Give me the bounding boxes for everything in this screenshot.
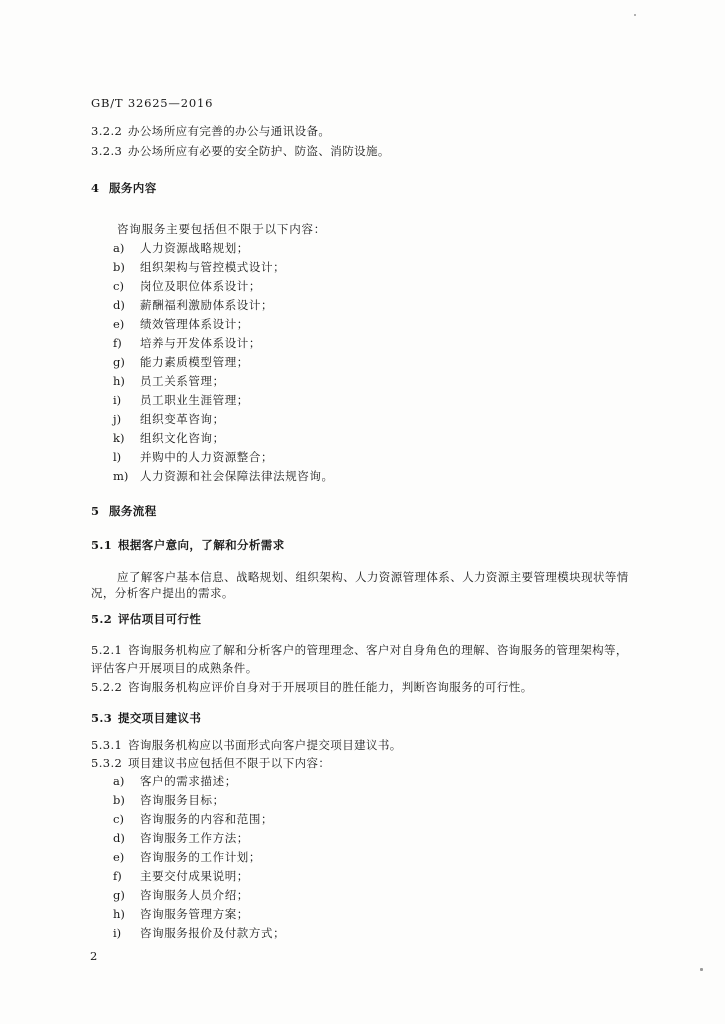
clause-text: 办公场所应有必要的安全防护、防盗、消防设施。 bbox=[128, 144, 390, 158]
clause-number: 3.2.3 bbox=[91, 144, 123, 158]
clause-text: 咨询服务机构应评价自身对于开展项目的胜任能力，判断咨询服务的可行性。 bbox=[128, 680, 533, 694]
clause-5-2-1-line1 bbox=[91, 642, 628, 658]
list-item-marker: f) bbox=[113, 336, 122, 350]
clause-5-2-2 bbox=[91, 679, 533, 695]
subsection-number: 5.3 bbox=[91, 711, 113, 725]
section-4-intro: 咨询服务主要包括但不限于以下内容： bbox=[117, 222, 327, 236]
subsection-title: 评估项目可行性 bbox=[118, 612, 202, 626]
clause-text: 咨询服务机构应了解和分析客户的管理理念、客户对自身角色的理解、咨询服务的管理架构等， bbox=[128, 643, 628, 657]
list-item: 员工职业生涯管理； bbox=[140, 393, 249, 407]
scan-speck bbox=[634, 14, 636, 16]
section-title: 服务流程 bbox=[109, 504, 157, 518]
list-item: 咨询服务工作方法； bbox=[140, 831, 249, 845]
clause-text: 咨询服务机构应以书面形式向客户提交项目建议书。 bbox=[128, 738, 402, 752]
paragraph-5-1-line1: 应了解客户基本信息、战略规划、组织架构、人力资源管理体系、人力资源主要管理模块现状等情 bbox=[117, 570, 629, 584]
clause-5-2-1-line2: 评估客户开展项目的成熟条件。 bbox=[91, 661, 258, 675]
list-item-marker: d) bbox=[113, 831, 125, 845]
clause-3-2-3 bbox=[91, 143, 390, 159]
page-number: 2 bbox=[90, 949, 98, 963]
list-item: 能力素质模型管理； bbox=[140, 355, 249, 369]
section-number: 4 bbox=[91, 181, 100, 195]
list-item: 员工关系管理； bbox=[140, 374, 225, 388]
list-item-marker: e) bbox=[113, 317, 125, 331]
list-item: 客户的需求描述； bbox=[140, 774, 237, 788]
clause-5-3-1 bbox=[91, 737, 402, 753]
list-item-marker: i) bbox=[113, 926, 122, 940]
list-item: 咨询服务管理方案； bbox=[140, 907, 249, 921]
clause-number: 3.2.2 bbox=[91, 124, 123, 138]
section-4-heading bbox=[91, 180, 157, 196]
list-item-marker: g) bbox=[113, 888, 125, 902]
list-item: 咨询服务人员介绍； bbox=[140, 888, 249, 902]
list-item: 绩效管理体系设计； bbox=[140, 317, 249, 331]
list-item-marker: c) bbox=[113, 812, 124, 826]
list-item-marker: l) bbox=[113, 450, 122, 464]
list-item: 薪酬福利激励体系设计； bbox=[140, 298, 274, 312]
list-item: 岗位及职位体系设计； bbox=[140, 279, 261, 293]
clause-text: 办公场所应有完善的办公与通讯设备。 bbox=[128, 124, 331, 138]
section-5-heading bbox=[91, 503, 157, 519]
list-item-marker: e) bbox=[113, 850, 125, 864]
clause-3-2-2 bbox=[91, 123, 330, 139]
list-item: 主要交付成果说明； bbox=[140, 869, 249, 883]
list-item: 组织文化咨询； bbox=[140, 431, 225, 445]
list-item-marker: g) bbox=[113, 355, 125, 369]
subsection-number: 5.1 bbox=[91, 538, 113, 552]
section-title: 服务内容 bbox=[109, 181, 157, 195]
list-item-marker: b) bbox=[113, 260, 125, 274]
list-item: 咨询服务报价及付款方式； bbox=[140, 926, 286, 940]
scan-speck bbox=[700, 968, 703, 971]
list-item-marker: f) bbox=[113, 869, 122, 883]
paragraph-5-1-line2: 况，分析客户提出的需求。 bbox=[91, 586, 234, 600]
subsection-title: 根据客户意向，了解和分析需求 bbox=[118, 538, 285, 552]
list-item: 人力资源战略规划； bbox=[140, 241, 249, 255]
subsection-5-3-heading bbox=[91, 710, 201, 726]
list-item-marker: a) bbox=[113, 241, 125, 255]
list-item: 人力资源和社会保障法律法规咨询。 bbox=[140, 469, 334, 483]
list-item: 咨询服务的内容和范围； bbox=[140, 812, 274, 826]
list-item-marker: i) bbox=[113, 393, 122, 407]
list-item-marker: h) bbox=[113, 374, 125, 388]
list-item-marker: a) bbox=[113, 774, 125, 788]
list-item-marker: h) bbox=[113, 907, 125, 921]
list-item: 咨询服务目标； bbox=[140, 793, 225, 807]
list-item-marker: c) bbox=[113, 279, 124, 293]
clause-number: 5.3.1 bbox=[91, 738, 123, 752]
clause-number: 5.2.2 bbox=[91, 680, 123, 694]
clause-number: 5.3.2 bbox=[91, 756, 123, 770]
list-item: 组织变革咨询； bbox=[140, 412, 225, 426]
clause-text: 项目建议书应包括但不限于以下内容： bbox=[128, 756, 331, 770]
clause-5-3-2 bbox=[91, 755, 330, 771]
standard-id: GB/T 32625—2016 bbox=[91, 96, 214, 110]
list-item-marker: k) bbox=[113, 431, 125, 445]
section-number: 5 bbox=[91, 504, 100, 518]
subsection-title: 提交项目建议书 bbox=[118, 711, 202, 725]
list-item-marker: m) bbox=[113, 469, 129, 483]
clause-number: 5.2.1 bbox=[91, 643, 123, 657]
list-item-marker: j) bbox=[113, 412, 122, 426]
subsection-5-2-heading bbox=[91, 611, 201, 627]
list-item-marker: b) bbox=[113, 793, 125, 807]
subsection-5-1-heading bbox=[91, 537, 285, 553]
list-item-marker: d) bbox=[113, 298, 125, 312]
list-item: 并购中的人力资源整合； bbox=[140, 450, 274, 464]
list-item: 组织架构与管控模式设计； bbox=[140, 260, 286, 274]
list-item: 咨询服务的工作计划； bbox=[140, 850, 261, 864]
subsection-number: 5.2 bbox=[91, 612, 113, 626]
list-item: 培养与开发体系设计； bbox=[140, 336, 261, 350]
